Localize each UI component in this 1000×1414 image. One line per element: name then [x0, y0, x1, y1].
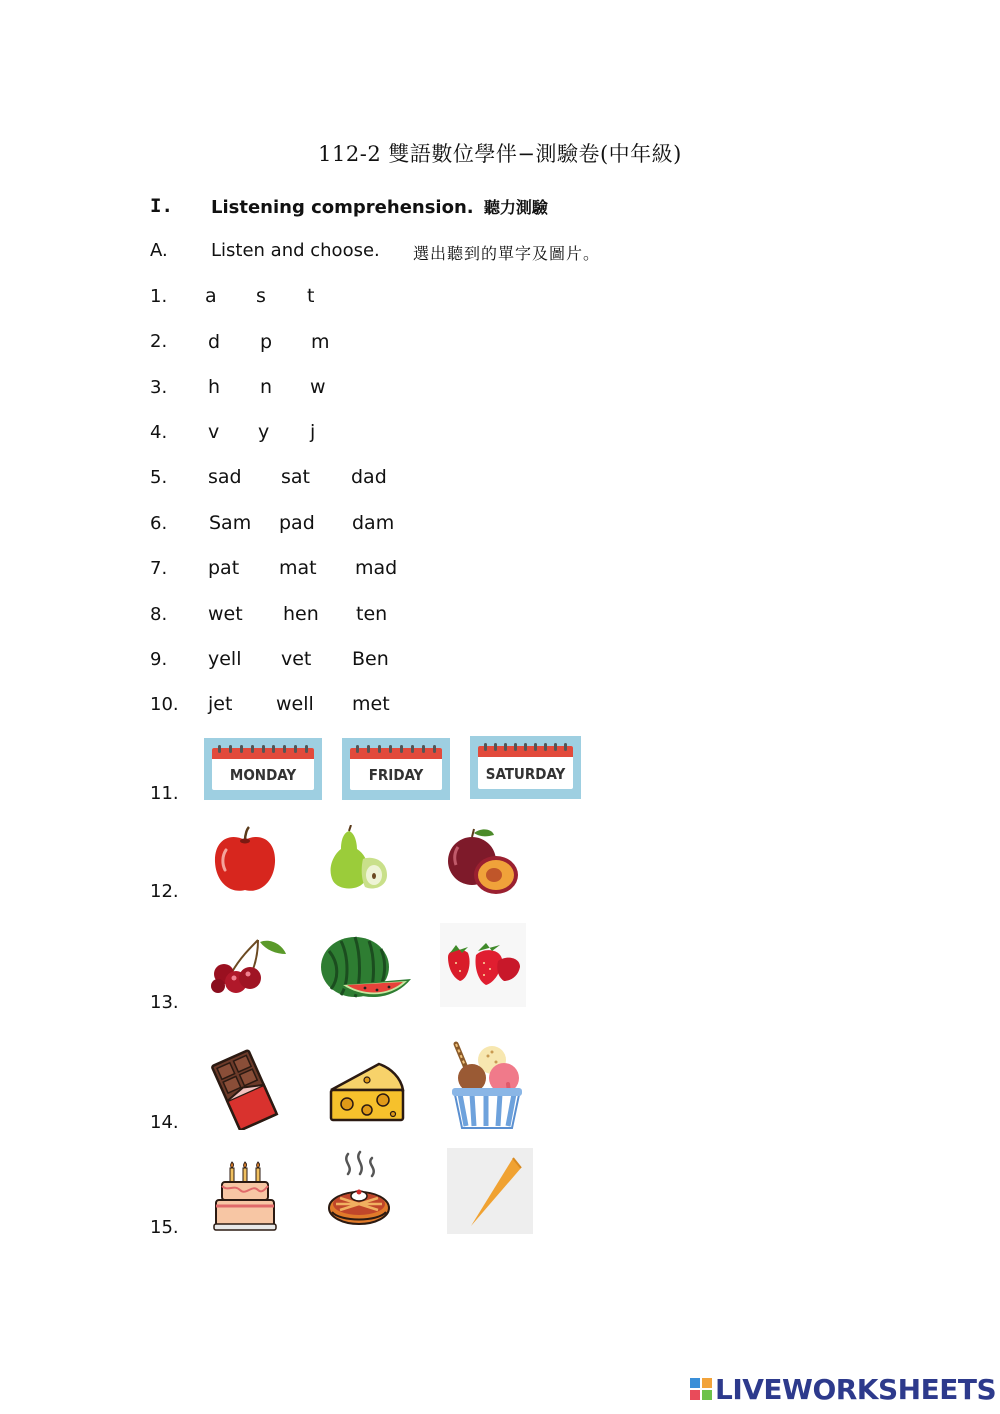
question-number: 12. — [150, 881, 179, 902]
pie-image[interactable] — [326, 1150, 392, 1234]
calendar-rings — [218, 745, 308, 753]
section-label: I. — [150, 195, 173, 217]
option-word[interactable]: hen — [283, 603, 319, 625]
option-word[interactable]: pat — [208, 557, 240, 579]
option-word[interactable]: wet — [208, 603, 243, 625]
option-word[interactable]: dam — [352, 512, 395, 534]
option-word[interactable]: yell — [208, 648, 242, 670]
option-word[interactable]: mad — [355, 557, 398, 579]
question-number: 3. — [150, 377, 168, 398]
question-number: 8. — [150, 604, 168, 625]
option-word[interactable]: well — [276, 693, 314, 715]
calendar-card-monday[interactable] — [204, 738, 322, 800]
ice-cream-image[interactable] — [446, 1040, 528, 1132]
cake-image[interactable] — [212, 1160, 278, 1232]
option-word[interactable]: d — [208, 331, 221, 353]
option-word[interactable]: t — [307, 285, 315, 307]
option-word[interactable]: vet — [281, 648, 312, 670]
option-word[interactable]: p — [260, 331, 273, 353]
chocolate-image[interactable] — [210, 1048, 284, 1130]
strawberry-image[interactable] — [440, 923, 526, 1007]
calendar-band — [350, 748, 442, 759]
apple-image[interactable] — [212, 826, 278, 894]
calendar-day-label: FRIDAY — [368, 766, 424, 784]
page-title: 112-2 雙語數位學伴−測驗卷(中年級) — [318, 142, 682, 166]
option-word[interactable]: w — [310, 376, 326, 398]
plum-image[interactable] — [444, 825, 522, 897]
calendar-day-label: MONDAY — [229, 766, 297, 784]
subsection-label: A. — [150, 240, 168, 261]
section-title-zh: 聽力測驗 — [483, 198, 548, 217]
subsection-instruction: Listen and choose. — [211, 240, 380, 261]
pear-image[interactable] — [327, 825, 391, 893]
option-word[interactable]: s — [256, 285, 266, 307]
option-word[interactable]: v — [208, 421, 220, 443]
question-number: 15. — [150, 1217, 179, 1238]
cone-image[interactable] — [447, 1148, 533, 1234]
calendar-page — [212, 748, 314, 790]
calendar-rings — [356, 745, 436, 753]
logo-grid-icon — [690, 1378, 712, 1400]
question-number: 14. — [150, 1112, 179, 1133]
calendar-card-friday[interactable] — [342, 738, 450, 800]
watermelon-image[interactable] — [319, 933, 413, 1005]
calendar-page — [478, 746, 573, 789]
question-number: 1. — [150, 286, 168, 307]
option-word[interactable]: jet — [208, 693, 233, 715]
option-word[interactable]: pad — [279, 512, 315, 534]
option-word[interactable]: Sam — [209, 512, 252, 534]
calendar-rings — [484, 743, 567, 751]
question-number: 9. — [150, 649, 168, 670]
question-number: 7. — [150, 558, 168, 579]
question-number: 6. — [150, 513, 168, 534]
option-word[interactable]: h — [208, 376, 221, 398]
option-word[interactable]: dad — [351, 466, 387, 488]
option-word[interactable]: mat — [279, 557, 317, 579]
option-word[interactable]: a — [205, 285, 217, 307]
option-word[interactable]: met — [352, 693, 390, 715]
option-word[interactable]: sat — [281, 466, 310, 488]
option-word[interactable]: m — [311, 331, 330, 353]
question-number: 5. — [150, 467, 168, 488]
option-word[interactable]: j — [310, 421, 316, 443]
option-word[interactable]: sad — [208, 466, 242, 488]
question-number: 11. — [150, 783, 179, 804]
calendar-day-label: SATURDAY — [485, 765, 566, 783]
section-title — [211, 195, 548, 218]
option-word[interactable]: y — [258, 421, 270, 443]
option-word[interactable]: Ben — [352, 648, 389, 670]
liveworksheets-logo — [690, 1373, 996, 1406]
question-number: 10. — [150, 694, 179, 715]
question-number: 13. — [150, 992, 179, 1013]
subsection-instruction-zh: 選出聽到的單字及圖片。 — [413, 244, 601, 263]
option-word[interactable]: n — [260, 376, 273, 398]
logo-text: LIVEWORKSHEETS — [715, 1373, 997, 1406]
calendar-band — [212, 748, 314, 759]
calendar-band — [478, 746, 573, 757]
calendar-card-saturday[interactable] — [470, 736, 581, 799]
question-number: 4. — [150, 422, 168, 443]
question-number: 2. — [150, 331, 168, 352]
cherry-image[interactable] — [210, 938, 290, 994]
section-title-en: Listening comprehension. — [211, 197, 474, 218]
cheese-image[interactable] — [327, 1060, 407, 1124]
calendar-page — [350, 748, 442, 790]
option-word[interactable]: ten — [356, 603, 388, 625]
